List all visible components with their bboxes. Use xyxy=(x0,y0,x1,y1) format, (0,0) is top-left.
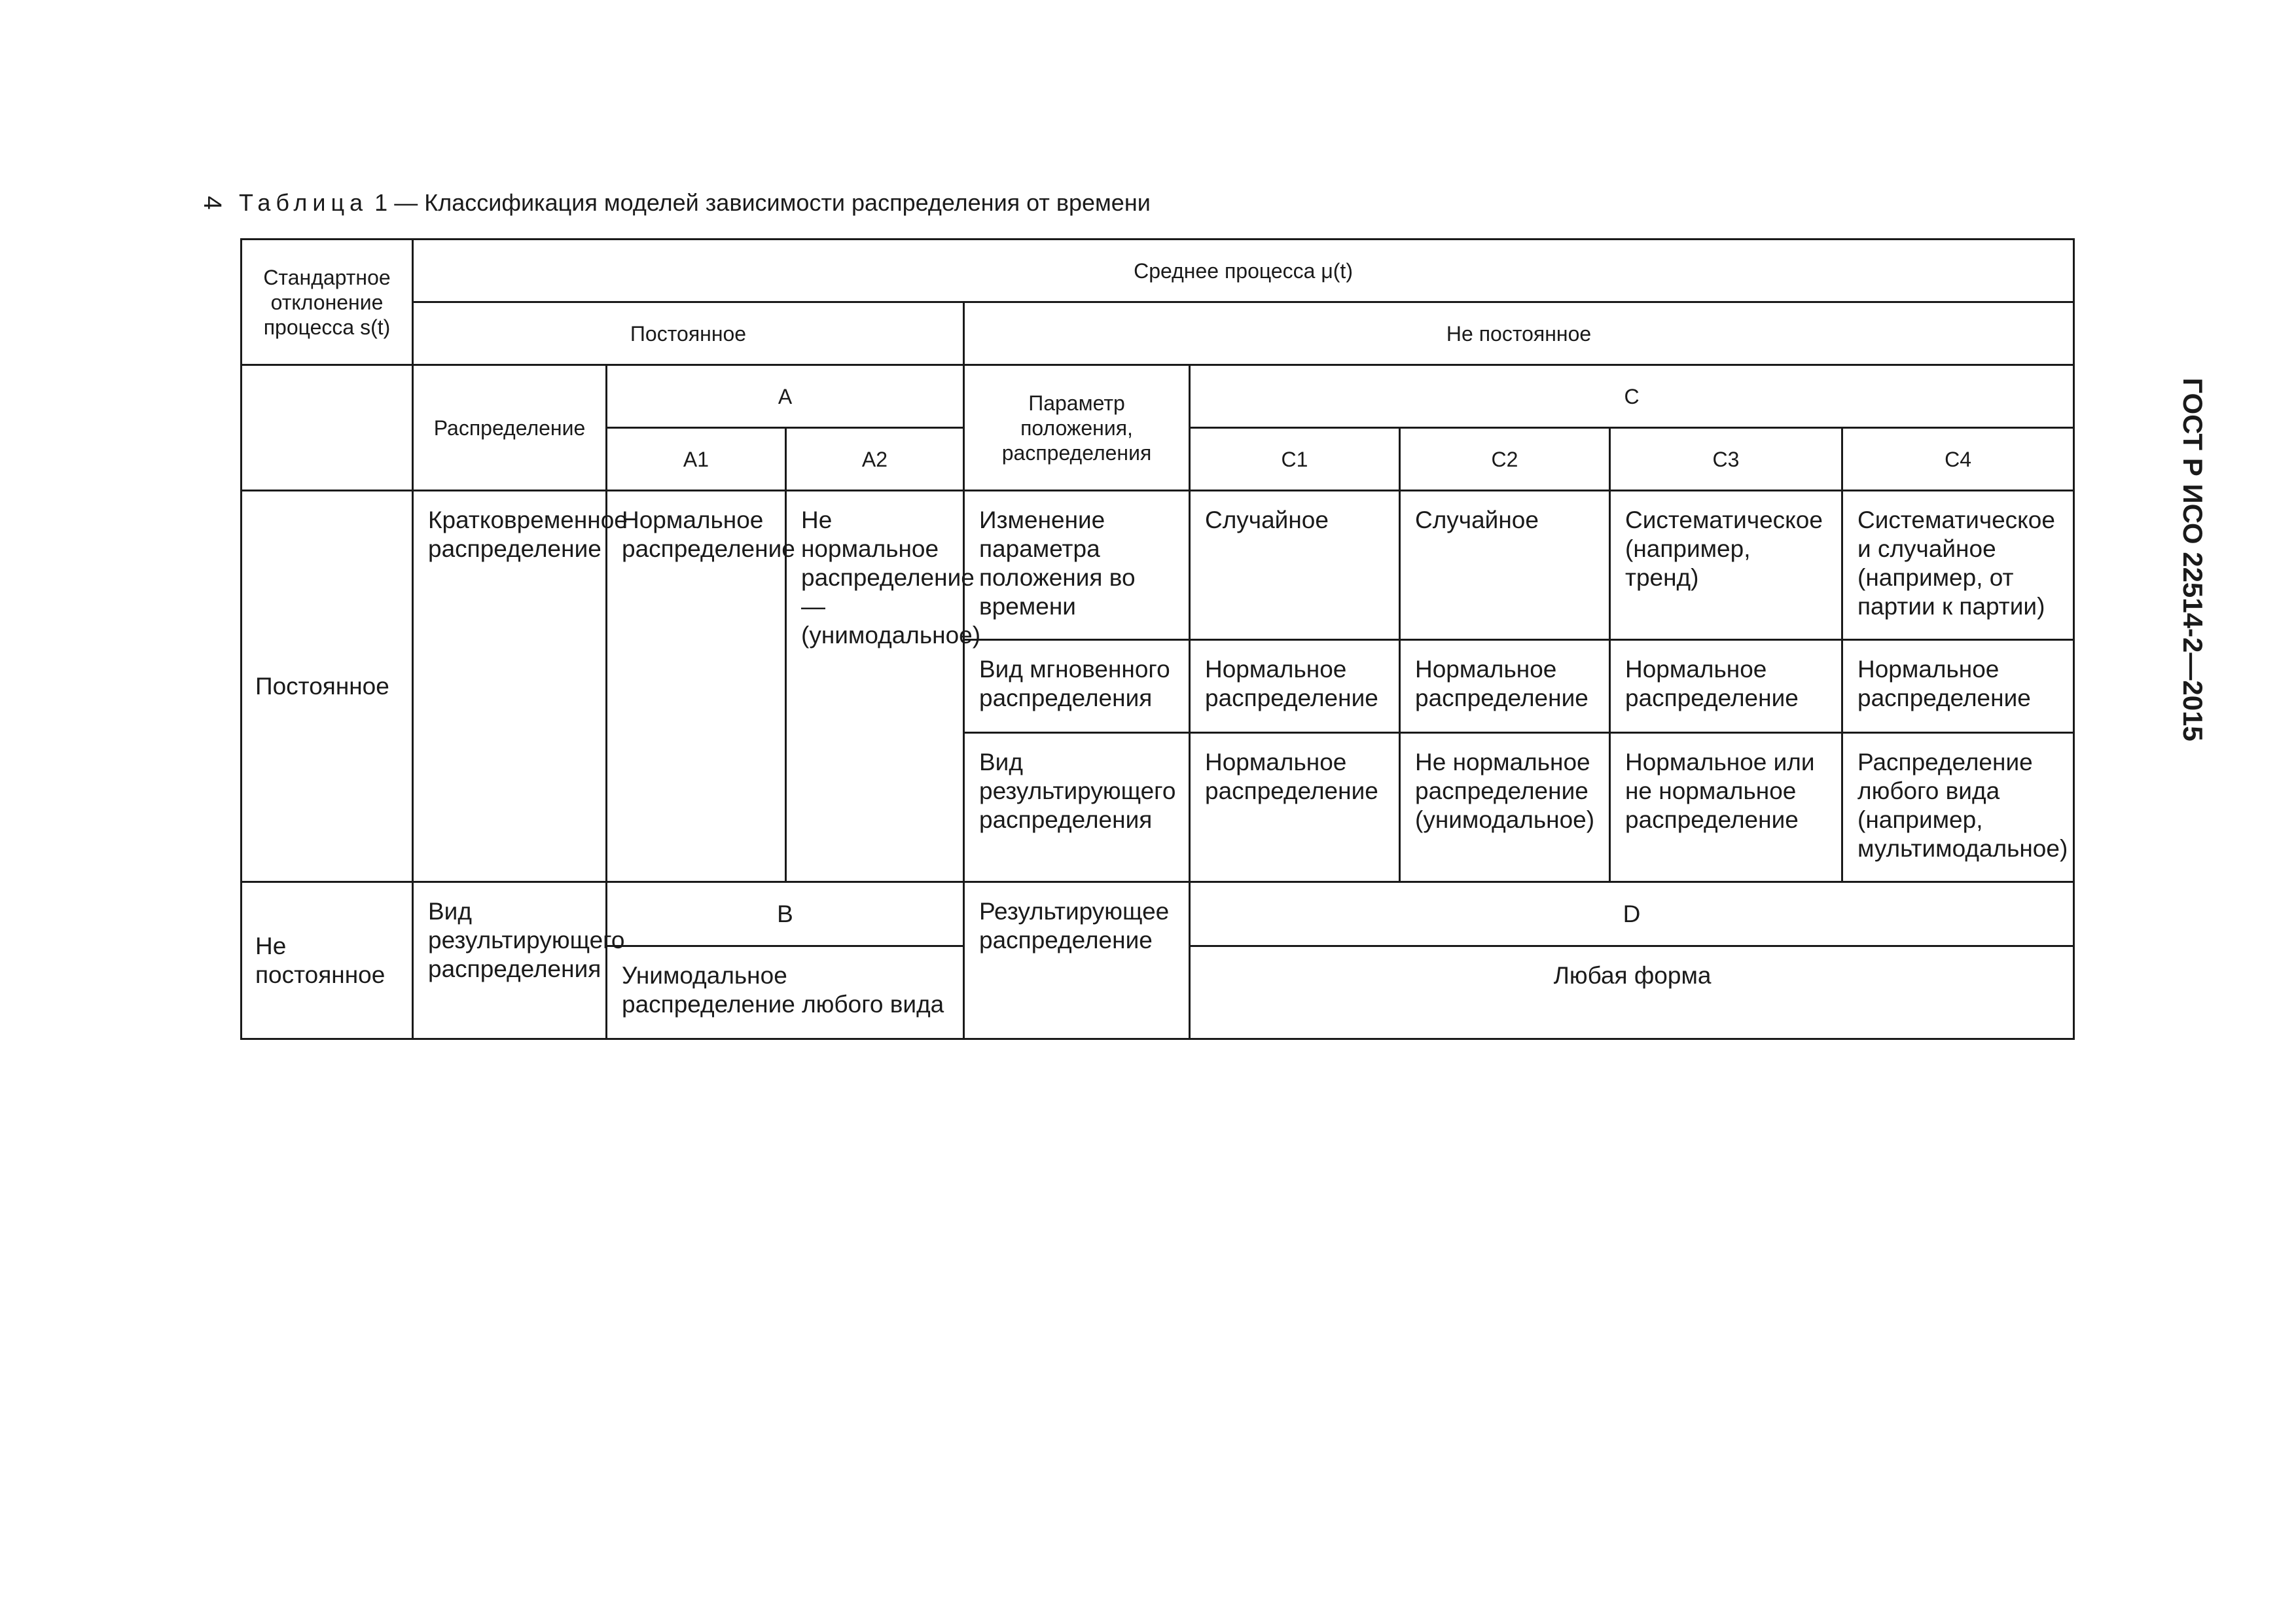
cell-c2-location-change: Случайное xyxy=(1400,491,1610,640)
classification-table xyxy=(240,238,2075,1040)
table-caption-label: Таблица xyxy=(239,189,368,216)
header-mean-constant: Постоянное xyxy=(413,302,964,365)
page-number: 4 xyxy=(198,196,226,210)
cell-param-location-change: Изменение параметра положения во времени xyxy=(964,491,1190,640)
table-caption-text: — Классификация моделей зависимости распределения от времени xyxy=(394,189,1151,216)
cell-param-resulting: Результирующее распределение xyxy=(964,882,1190,1039)
header-group-a: A xyxy=(607,365,964,428)
row-label-constant: Постоянное xyxy=(242,491,413,882)
header-mean-not-constant: Не постоянное xyxy=(964,302,2074,365)
header-process-mean: Среднее процесса μ(t) xyxy=(413,240,2074,302)
cell-a2-value: Не нормальное распределение — (унимодальное) xyxy=(786,491,964,882)
cell-c1-resulting: Нормальное распределение xyxy=(1190,733,1400,882)
document-code: ГОСТ Р ИСО 22514-2—2015 xyxy=(2178,378,2208,741)
header-std-dev: Стандартное отклонение процесса s(t) xyxy=(242,240,413,365)
cell-c3-location-change: Систематическое (например, тренд) xyxy=(1610,491,1842,640)
cell-b-value: Унимодальное распределение любого вида xyxy=(607,946,964,1039)
header-c4: C4 xyxy=(1842,428,2074,491)
header-group-c: C xyxy=(1190,365,2074,428)
cell-c4-resulting: Распределение любого вида (например, мультимодальное) xyxy=(1842,733,2074,882)
cell-c1-location-change: Случайное xyxy=(1190,491,1400,640)
cell-c3-instant: Нормальное распределение xyxy=(1610,640,1842,733)
cell-c3-resulting: Нормальное или не нормальное распределение xyxy=(1610,733,1842,882)
cell-c2-instant: Нормальное распределение xyxy=(1400,640,1610,733)
header-distribution: Распределение xyxy=(413,365,607,491)
header-a2: A2 xyxy=(786,428,964,491)
header-location-parameter: Параметр положения, распределения xyxy=(964,365,1190,491)
header-blank xyxy=(242,365,413,491)
cell-c1-instant: Нормальное распределение xyxy=(1190,640,1400,733)
header-c1: C1 xyxy=(1190,428,1400,491)
cell-group-d: D xyxy=(1190,882,2074,946)
cell-d-value: Любая форма xyxy=(1190,946,2074,1039)
table-caption xyxy=(239,187,1151,219)
row-label-not-constant: Не постоянное xyxy=(242,882,413,1039)
cell-param-resulting-distribution: Вид результирующего распределения xyxy=(964,733,1190,882)
cell-param-instant-distribution: Вид мгновенного распределения xyxy=(964,640,1190,733)
cell-a1-value: Нормальное распределение xyxy=(607,491,786,882)
cell-c2-resulting: Не нормальное распределение (унимодальное) xyxy=(1400,733,1610,882)
cell-not-constant-distribution: Вид результирующего распределения xyxy=(413,882,607,1039)
cell-c4-location-change: Систематическое и случайное (например, от партии к партии) xyxy=(1842,491,2074,640)
header-a1: A1 xyxy=(607,428,786,491)
header-c3: C3 xyxy=(1610,428,1842,491)
cell-group-b: B xyxy=(607,882,964,946)
cell-constant-distribution: Кратковременное распределение xyxy=(413,491,607,882)
table-caption-number: 1 xyxy=(374,189,388,216)
cell-c4-instant: Нормальное распределение xyxy=(1842,640,2074,733)
header-c2: C2 xyxy=(1400,428,1610,491)
